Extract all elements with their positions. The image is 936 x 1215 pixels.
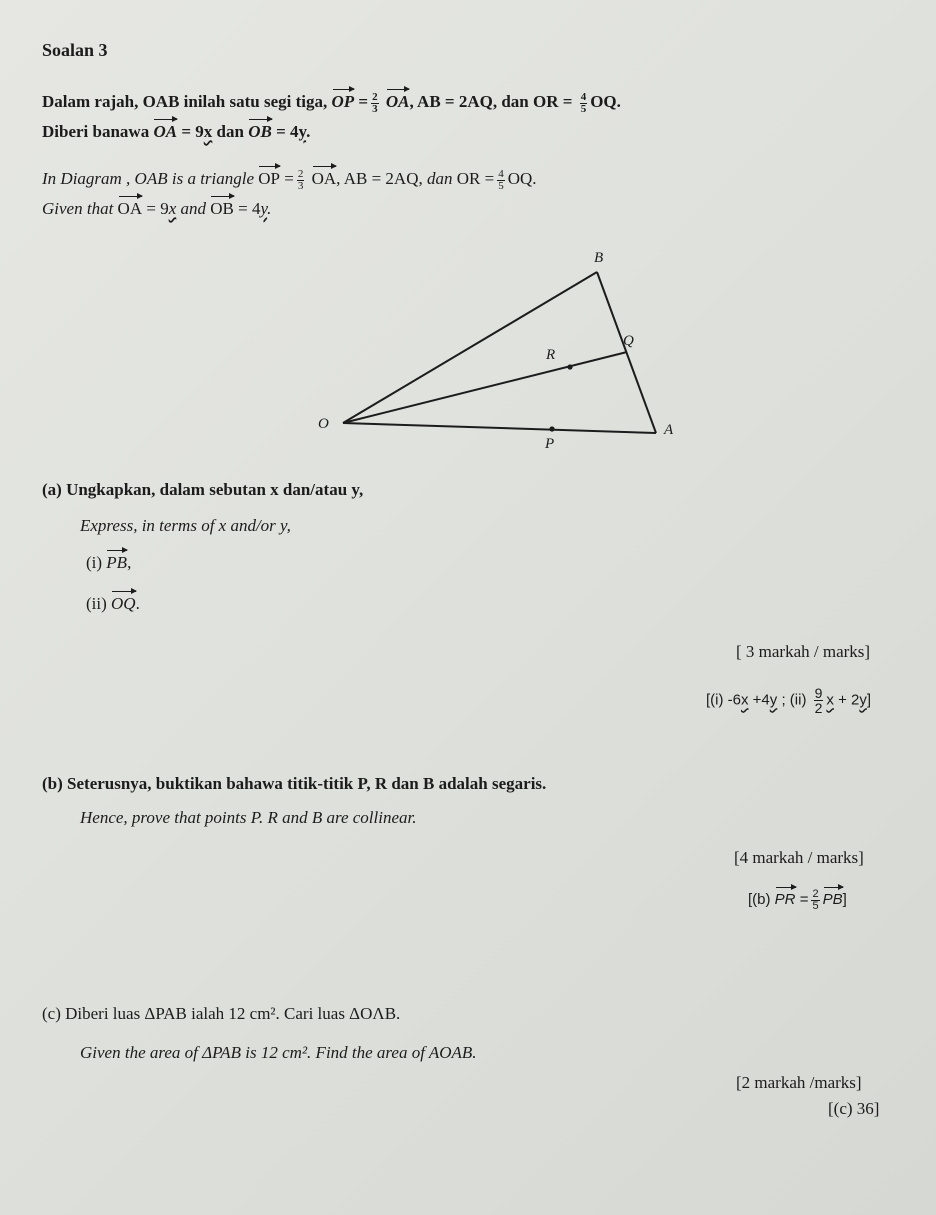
answer-i-prefix: [(i) -6 xyxy=(706,691,741,709)
period: . xyxy=(135,594,140,613)
label-p: P xyxy=(545,436,555,452)
side-oa xyxy=(343,423,656,433)
part-c-english: Given the area of ΔPAB is 12 cm². Find the area of AOAB. xyxy=(80,1043,477,1062)
vector-ob: OB xyxy=(248,118,272,142)
conjunction-dan: dan xyxy=(427,169,453,188)
english-intro-line-2 xyxy=(42,195,271,219)
answer-b-label: [(b) xyxy=(748,891,771,908)
vector-y: y xyxy=(859,691,867,709)
label-r: R xyxy=(546,347,556,363)
question-heading: Soalan 3 xyxy=(42,40,108,60)
part-b-malay: (b) Seterusnya, buktikan bahawa titik-titik P, R dan B adalah segaris. xyxy=(42,774,547,793)
point-r xyxy=(567,364,572,369)
vector-oa: OA xyxy=(118,195,143,219)
malay-intro-line-2 xyxy=(42,118,310,142)
label-a: A xyxy=(664,422,674,438)
vector-pb: PB xyxy=(106,549,127,573)
equals-nine: = 9 xyxy=(146,199,169,218)
part-b-answer xyxy=(748,886,847,912)
part-a-i xyxy=(86,549,131,573)
label-o: O xyxy=(318,416,329,432)
period: . xyxy=(267,199,272,218)
part-b-english: Hence, prove that points P. R and B are collinear. xyxy=(80,808,417,827)
vector-ob: OB xyxy=(210,195,234,219)
vector-x: x xyxy=(168,199,177,218)
fraction-two-thirds: $\frac{2}{3}$ xyxy=(297,167,304,192)
equals-four: = 4 xyxy=(276,122,299,141)
equals-nine: = 9 xyxy=(181,122,204,141)
point-p xyxy=(549,426,554,431)
answer-plus-four: +4 xyxy=(752,691,770,709)
vector-x: x xyxy=(203,122,213,141)
part-c-marks: [2 markah /marks] xyxy=(736,1073,862,1092)
equals: = xyxy=(358,92,369,111)
answer-plus-two: + 2 xyxy=(838,691,860,709)
item-label: (i) xyxy=(86,553,103,572)
close-bracket: ] xyxy=(866,691,872,709)
vector-pb: PB xyxy=(823,886,843,910)
part-a-ii xyxy=(86,590,140,614)
given-text: Given that xyxy=(42,199,114,218)
vector-y: y xyxy=(260,199,268,218)
ab-relation: , AB = 2AQ, dan OR = xyxy=(409,92,573,111)
given-text: Diberi banawa xyxy=(42,122,150,141)
part-c-answer: [(c) 36] xyxy=(828,1099,880,1118)
vector-oa: OA xyxy=(153,118,177,142)
equals: = xyxy=(284,169,294,188)
part-b-marks: [4 markah / marks] xyxy=(734,848,864,867)
malay-intro-text: Dalam rajah, OAB inilah satu segi tiga, xyxy=(42,92,328,111)
conjunction: and xyxy=(180,199,206,218)
vector-oa: OA xyxy=(386,88,410,112)
fraction-two-fifths: $\frac{2}{5}$ xyxy=(812,887,819,912)
ab-relation: , AB = 2AQ, xyxy=(336,169,423,188)
or-text: OR = xyxy=(456,169,495,188)
oq-text: OQ. xyxy=(590,92,621,111)
vector-x: x xyxy=(741,691,749,709)
fraction-four-fifths: $\frac{4}{5}$ xyxy=(498,167,504,192)
vector-y: y xyxy=(769,691,778,709)
part-a-malay: (a) Ungkapkan, dalam sebutan x dan/atau y, xyxy=(42,480,364,499)
equals-four: = 4 xyxy=(238,199,261,218)
part-a-english: Express, in terms of x and/or y, xyxy=(80,516,291,535)
vector-oa: OA xyxy=(312,165,337,189)
side-ob xyxy=(343,272,597,423)
fraction-nine-halves: $\frac{9}{2}$ xyxy=(814,685,823,716)
part-a-marks: [ 3 markah / marks] xyxy=(736,642,871,661)
answer-ii-label: ; (ii) xyxy=(781,691,807,709)
item-label: (ii) xyxy=(86,594,107,613)
vector-x: x xyxy=(826,691,834,709)
fraction-two-thirds: $\frac{2}{3}$ xyxy=(372,90,378,115)
line-oq xyxy=(343,352,627,423)
part-a-answer xyxy=(706,686,871,715)
label-b: B xyxy=(594,250,604,266)
triangle-diagram xyxy=(300,240,690,460)
malay-intro-line-1 xyxy=(42,88,621,115)
vector-op: OP xyxy=(258,165,280,189)
equals: = xyxy=(799,891,809,908)
fraction-four-fifths: $\frac{4}{5}$ xyxy=(580,90,587,115)
label-q: Q xyxy=(623,333,634,349)
conjunction: dan xyxy=(216,122,244,141)
english-intro-line-1 xyxy=(42,165,537,192)
close-bracket: ] xyxy=(842,891,847,908)
vector-oq: OQ xyxy=(111,590,136,614)
comma: , xyxy=(127,553,132,572)
vector-op: OP xyxy=(332,88,355,112)
vector-pr: PR xyxy=(775,886,796,910)
oq-text: OQ. xyxy=(507,169,537,188)
english-intro-text: In Diagram , OAB is a triangle xyxy=(42,169,255,188)
vector-y: y xyxy=(298,122,307,141)
part-c-malay: (c) Diberi luas ΔPAB ialah 12 cm². Cari luas ΔOΛB. xyxy=(42,1004,401,1023)
period: . xyxy=(306,122,311,141)
